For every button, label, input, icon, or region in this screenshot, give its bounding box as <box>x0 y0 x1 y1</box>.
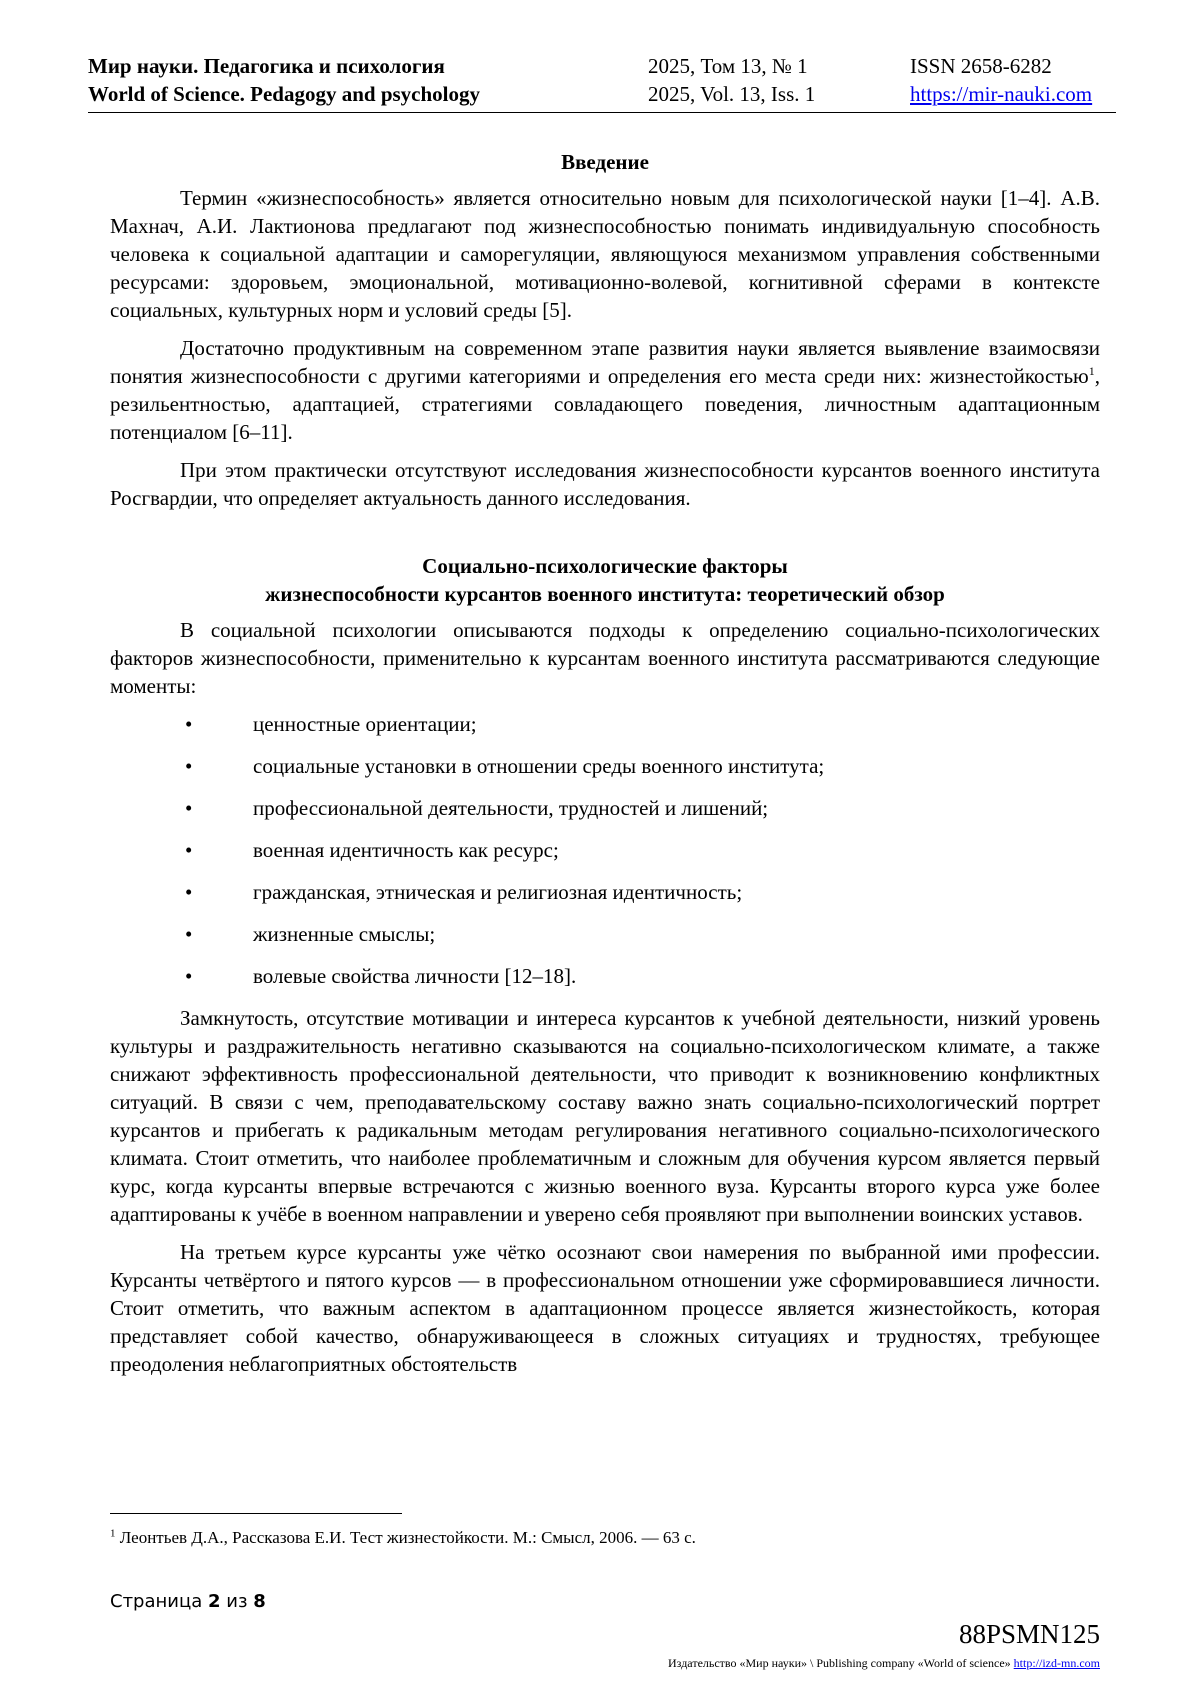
list-item-text: военная идентичность как ресурс; <box>253 838 559 862</box>
footnote-ref: 1 <box>1088 364 1095 378</box>
footnote-text: Леонтьев Д.А., Рассказова Е.И. Тест жизнестойкости. М.: Смысл, 2006. — 63 с. <box>119 1528 696 1547</box>
list-item-text: социальные установки в отношении среды военного института; <box>253 754 825 778</box>
list-item-text: волевые свойства личности [12–18]. <box>253 964 577 988</box>
bullet-list <box>110 710 1100 990</box>
publisher-line <box>668 1655 1100 1671</box>
section-title-line: жизнеспособности курсантов военного института: теоретический обзор <box>265 582 945 606</box>
section-title-line: Введение <box>561 150 649 174</box>
bullet-icon: • <box>185 880 193 904</box>
list-item-text: профессиональной деятельности, трудностей и лишений; <box>253 796 769 820</box>
journal-title-block <box>88 52 480 108</box>
article-body <box>110 140 1100 1388</box>
issn-block <box>910 52 1092 108</box>
bullet-icon: • <box>185 922 193 946</box>
list-item <box>110 962 1100 990</box>
issue-ru: 2025, Том 13, № 1 <box>648 54 808 78</box>
issue-block <box>648 52 815 108</box>
footnote <box>110 1527 696 1549</box>
section-title-line: Социально-психологические факторы <box>422 554 788 578</box>
paragraph: Замкнутость, отсутствие мотивации и интереса курсантов к учебной деятельности, низкий уровень культуры и раздражительность негативно сказываются на социально-психологическом климате, а также снижают эффективность профессиональной деятельности, что приводит к возникновению конфликтных ситуаций. В связи с чем, преподавательскому составу важно знать социально-психологический портрет курсантов и прибегать к радикальным методам регулирования негативного социально-психологического климата. Стоит отметить, что наиболее проблематичным и сложным для обучения курсом является первый курс, когда курсанты впервые встречаются с жизнью военного вуза. Курсанты второго курса уже более адаптированы к учёбе в военном направлении и уверено себя проявляют при выполнении воинских уставов. <box>110 1006 1100 1226</box>
paragraph: При этом практически отсутствуют исследования жизнеспособности курсантов военного института Росгвардии, что определяет актуальность данного исследования. <box>110 458 1100 510</box>
list-item <box>110 794 1100 822</box>
list-item <box>110 920 1100 948</box>
page-number <box>110 1590 266 1614</box>
page-of-label: из <box>226 1591 248 1612</box>
footnote-divider <box>110 1513 402 1514</box>
bullet-icon: • <box>185 796 193 820</box>
list-item-text: жизненные смыслы; <box>253 922 436 946</box>
page-total: 8 <box>253 1591 266 1612</box>
page-label: Страница <box>110 1591 203 1612</box>
journal-title-en: World of Science. Pedagogy and psychology <box>88 82 481 106</box>
paragraph: Термин «жизнеспособность» является относительно новым для психологической науки [1–4]. А.В. Махнач, А.И. Лактионова предлагают под жизнеспособностью понимать индивидуальную способность человека к социальной адаптации и саморегуляции, являющуюся механизмом управления собственными ресурсами: здоровьем, эмоциональной, мотивационно-волевой, когнитивной сферами в контексте социальных, культурных норм и условий среды [5]. <box>110 186 1100 322</box>
journal-header <box>88 52 1116 113</box>
issn: ISSN 2658-6282 <box>910 54 1052 78</box>
list-item-text: гражданская, этническая и религиозная идентичность; <box>253 880 743 904</box>
paragraph: Достаточно продуктивным на современном этапе развития науки является выявление взаимосвязи понятия жизнеспособности с другими категориями и определения его места среди них: жизнестойкостью$^1$, резильентностью, адаптацией, стратегиями совладающего поведения, личностным адаптационным потенциалом [6–11]. <box>110 336 1100 444</box>
section-title <box>110 552 1100 608</box>
list-item-text: ценностные ориентации; <box>253 712 477 736</box>
footnote-mark: 1 <box>110 1527 116 1540</box>
bullet-icon: • <box>185 712 193 736</box>
article-code: 88PSMN125 <box>958 1619 1100 1649</box>
bullet-icon: • <box>185 964 193 988</box>
page-current: 2 <box>208 1591 221 1612</box>
section-title <box>110 148 1100 176</box>
list-item <box>110 752 1100 780</box>
publisher-url-link[interactable]: http://izd-mn.com <box>1013 1656 1100 1670</box>
journal-url-link[interactable]: https://mir-nauki.com <box>910 82 1093 106</box>
paragraph: В социальной психологии описываются подходы к определению социально-психологических факторов жизнеспособности, применительно к курсантам военного института рассматриваются следующие моменты: <box>110 618 1100 698</box>
list-item <box>110 710 1100 738</box>
bullet-icon: • <box>185 838 193 862</box>
issue-en: 2025, Vol. 13, Iss. 1 <box>648 82 816 106</box>
bullet-icon: • <box>185 754 193 778</box>
publisher-text: Издательство «Мир науки» \ Publishing company «World of science» <box>668 1656 1011 1670</box>
list-item <box>110 836 1100 864</box>
list-item <box>110 878 1100 906</box>
journal-title-ru: Мир науки. Педагогика и психология <box>88 54 445 78</box>
paragraph: На третьем курсе курсанты уже чётко осознают свои намерения по выбранной ими профессии. Курсанты четвёртого и пятого курсов — в профессиональном отношении уже сформировавшиеся личности. Стоит отметить, что важным аспектом в адаптационном процессе является жизнестойкость, которая представляет собой качество, обнаруживающееся в сложных ситуациях и трудностях, требующее преодоления неблагоприятных обстоятельств <box>110 1240 1100 1376</box>
